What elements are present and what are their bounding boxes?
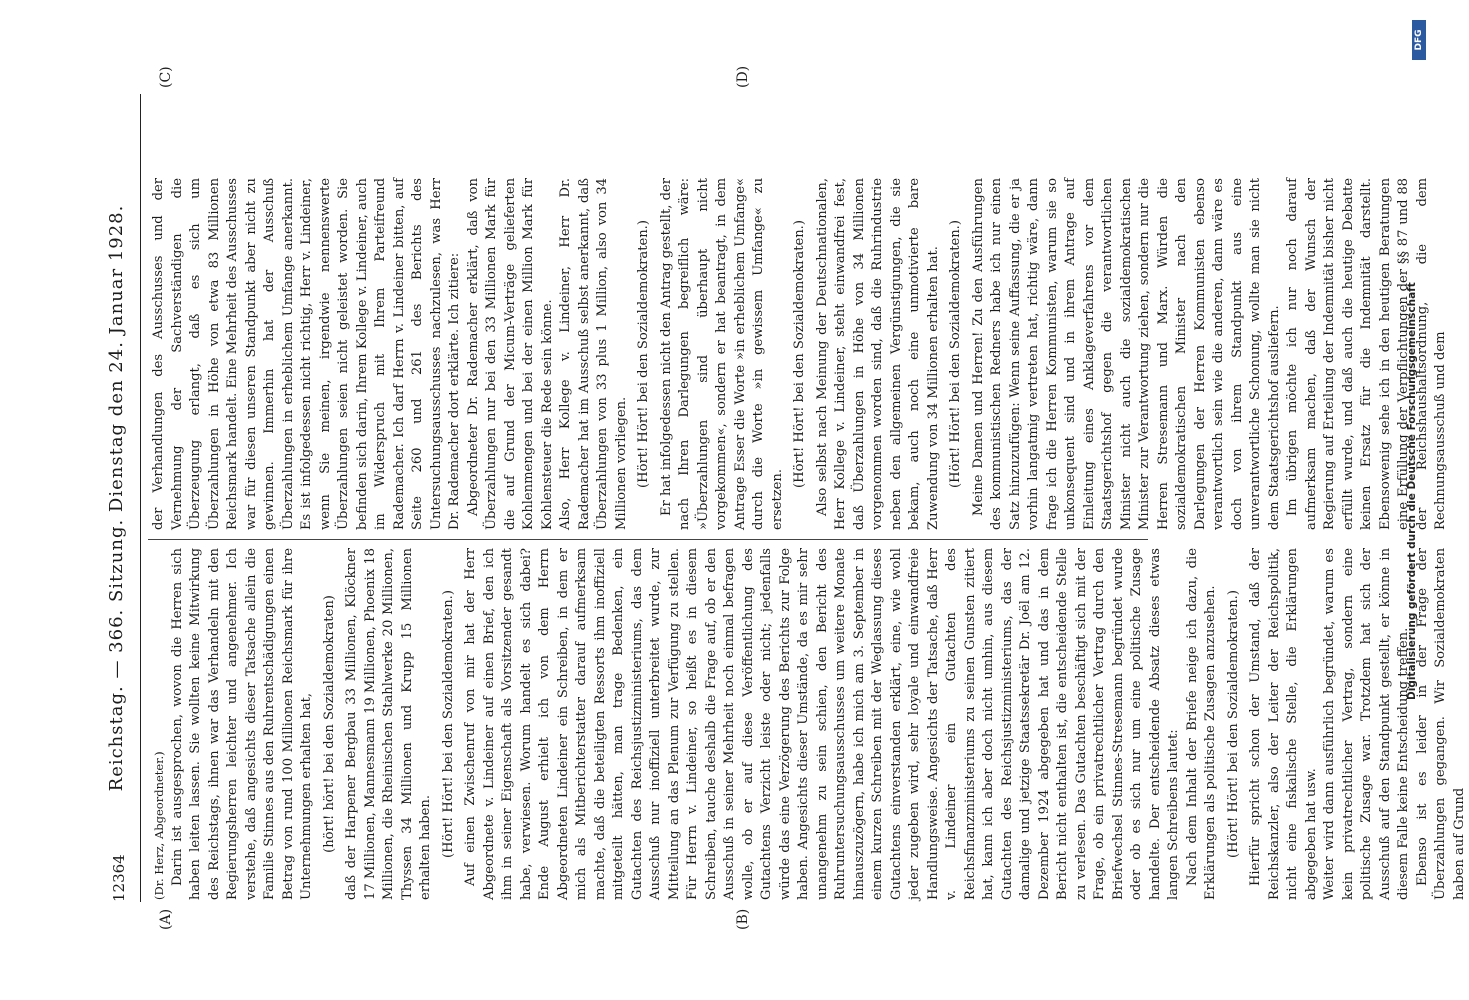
margin-marker-b: (B) xyxy=(735,908,751,930)
header-rule xyxy=(140,94,141,902)
interjection: (Hört! Hört! bei den Sozialdemokraten.) xyxy=(948,220,963,488)
paragraph: Meine Damen und Herren! Zu den Ausführungen des kommunistischen Redners habe ich nur einen Satz hinzuzufügen: Wenn seine Auffassung, die er ja vorhin langatmig vertreten hat, richtig wäre, dann frage ich die Herren Kommunisten, warum sie so unkonsequent sind und in ihrem Antrage auf Einleitung eines Anklageverfahrens vor dem Staatsgerichtshof gegen die verantwortlichen Minister nicht auch die sozialdemokratischen Minister zur Verantwortung ziehen, sondern nur die Herren Stresemann und Marx. Würden die sozialdemokratischen Minister nach den Darlegungen der Herren Kommunisten ebenso verantwortlich sein wie die anderen, dann wäre es doch von ihrem Standpunkt aus eine unverantwortliche Schonung, wollte man sie nicht dem Staatsgerichtshof ausliefern. xyxy=(970,178,1282,530)
interjection: (hört! hört! bei den Sozialdemokraten) xyxy=(321,595,337,853)
digitization-credit: Digitalisierung gefördert durch die Deutsche Forschungsgemeinschaft xyxy=(1406,282,1418,700)
paragraph: Also, Herr Kollege v. Lindeiner, Herr Dr. Rademacher hat im Ausschuß selbst anerkannt, daß Überzahlungen von 33 plus 1 Million, also von 34 Millionen vorliegen. xyxy=(558,178,629,530)
paragraph: daß der Harpener Bergbau 33 Millionen, Klöckner 17 Millionen, Mannesmann 19 Millionen, Phoenix 18 Millionen, die Rheinischen Stahlwerke 20 Millionen, Thyssen 34 Millionen und Krupp 15 Millionen erhalten haben. xyxy=(344,548,433,900)
page-header xyxy=(104,94,136,902)
interjection: (Hört! Hört! bei den Sozialdemokraten.) xyxy=(440,590,456,858)
paragraph: Ebenso ist es leider in der Frage der Überzahlungen gegangen. Wir Sozialdemokraten haben auf Grund xyxy=(1414,548,1467,900)
running-head: Reichstag. — 366. Sitzung. Dienstag den 24. Januar 1928. xyxy=(106,204,127,792)
column-divider xyxy=(148,539,1148,540)
quotation: Nach dem Inhalt der Briefe neige ich dazu, die Erklärungen als politische Zusagen anzusehen. xyxy=(1184,548,1218,900)
paragraph: Im übrigen möchte ich nur noch darauf aufmerksam machen, daß der Wunsch der Regierung auf Erteilung der Indemnität bisher nicht erfüllt wurde, und daß auch die heutige Debatte keinen Ersatz für die Indemnität darstellt. Ebensowenig sehe ich in den heutigen Beratungen eine Erfüllung der Verpflichtungen der §§ 87 und 88 der Reichshaushaltsordnung, die dem Rechnungsausschuß und dem xyxy=(1285,178,1448,530)
quotation: Abgeordneter Dr. Rademacher erklärt, daß von Überzahlungen nur bei den 33 Millionen Mark für die auf Grund der Micum-Verträge gelieferten Kohlenmengen und bei der einen Million Mark für Kohlensteuer die Rede sein könne. xyxy=(465,178,555,530)
paragraph: Darin ist ausgesprochen, wovon die Herren sich haben leiten lassen. Sie wollten keine Mitwirkung des Reichstags, ihnen war das Verhandeln mit den Regierungsherren leichter und angenehmer. Ich verstehe, daß angesichts dieser Tatsache allein die Familie Stinnes aus den Ruhrentschädigungen einen Betrag von rund 100 Millionen Reichsmark für ihre Unternehmungen erhalten hat, xyxy=(169,548,314,900)
interjection: (Hört! Hört! bei den Sozialdemokraten.) xyxy=(792,220,807,488)
paragraph: Also selbst nach Meinung der Deutschnationalen, Herr Kollege v. Lindeiner, steht einwandfrei fest, daß Überzahlungen in Höhe von 34 Millionen vorgenommen worden sind, daß die Ruhrindustrie neben den allgemeinen Vergünstigungen, die sie bekam, auch noch eine unmotivierte bare Zuwendung von 34 Millionen erhalten hat. xyxy=(814,178,941,530)
paragraph: Weiter wird dann ausführlich begründet, warum es kein privatrechtlicher Vertrag, sondern eine politische Zusage war. Trotzdem hat sich der Ausschuß auf den Standpunkt gestellt, er könne in diesem Falle keine Entscheidung treffen. xyxy=(1322,548,1411,900)
dfg-logo: DFG xyxy=(1412,20,1426,60)
page-number: 12364 xyxy=(110,854,128,902)
margin-marker-d: (D) xyxy=(735,65,751,88)
interjection: (Hört! Hört! bei den Sozialdemokraten.) xyxy=(636,220,651,488)
quotation: Hierfür spricht schon der Umstand, daß der Reichskanzler, also der Leiter der Reichspolitik, nicht eine fiskalische Stelle, die Erklärungen abgegeben hat usw. xyxy=(1248,548,1319,900)
paragraph: der Verhandlungen des Ausschusses und der Vernehmung der Sachverständigen die Überzeugung erlangt, daß es sich um Überzahlungen in Höhe von etwa 83 Millionen Reichsmark handelt. Eine Mehrheit des Ausschusses war für diesen unseren Standpunkt aber nicht zu gewinnen. Immerhin hat der Ausschuß Überzahlungen in erheblichem Umfange anerkannt. Es ist infolgedessen nicht richtig, Herr v. Lindeiner, wenn Sie meinen, irgendwie nennenswerte Überzahlungen seien nicht geleistet worden. Sie befinden sich darin, Ihrem Kollege v. Lindeiner, auch im Widerspruch mit Ihrem Parteifreund Rademacher. Ich darf Herrn v. Lindeiner bitten, auf Seite 260 und 261 des Berichts des Untersuchungsausschusses nachzulesen, was Herr Dr. Rademacher dort erklärte. Ich zitiere: xyxy=(151,178,462,530)
speaker-note: (Dr. Herz, Abgeordneter.) xyxy=(152,751,166,900)
margin-marker-c: (C) xyxy=(158,66,174,88)
paragraph: Auf einen Zwischenruf von mir hat der Herr Abgeordnete v. Lindeiner auf einen Brief, den ich ihm in seiner Eigenschaft als Vorsitzender gesandt habe, verwiesen. Worum handelt es sich dabei? Ende August erhielt ich von dem Herrn Abgeordneten Lindeiner ein Schreiben, in dem er mich als Mitberichterstatter darauf aufmerksam machte, daß die beteiligten Ressorts ihm inoffiziell mitgeteilt hätten, man trage Bedenken, ein Gutachten des Reichsjustizministeriums, das dem Ausschuß nur inoffiziell unterbreitet wurde, zur Mitteilung an das Plenum zur Verfügung zu stellen. Für Herrn v. Lindeiner, so heißt es in diesem Schreiben, tauche deshalb die Frage auf, ob er den Ausschuß in seiner Mehrheit noch einmal befragen wolle, ob er auf diese Veröffentlichung des Gutachtens Verzicht leiste oder nicht; jedenfalls würde das eine Verzögerung des Berichts zur Folge haben. Angesichts dieser Umstände, da es mir sehr unangenehm zu sein schien, den Bericht des Ruhruntersuchungsausschusses um weitere Monate hinauszuzögern, habe ich mich am 3. September in einem kurzen Schreiben mit der Weglassung dieses Gutachtens einverstanden erklärt, eine, wie wohl jeder zugeben wird, sehr loyale und einwandfreie Handlungsweise. Angesichts der Tatsache, daß Herr v. Lindeiner ein Gutachten des Reichsfinanzministeriums zu seinen Gunsten zitiert hat, kann ich aber doch nicht umhin, aus diesem Gutachten des Reichsjustizministeriums, das der damalige und jetzige Staatssekretär Dr. Joël am 12. Dezember 1924 abgegeben hat und das in dem Bericht nicht enthalten ist, die entscheidende Stelle zu verlesen. Das Gutachten beschäftigt sich mit der Frage, ob ein privatrechtlicher Vertrag durch den Briefwechsel Stinnes-Stresemann begründet wurde oder ob es sich nur um eine politische Zusage handelte. Der entscheidende Absatz dieses etwas langen Schreibens lautet: xyxy=(463,548,1181,900)
interjection: (Hört! Hört! bei den Sozialdemokraten.) xyxy=(1225,590,1241,858)
paragraph: Er hat infolgedessen nicht den Antrag gestellt, der nach Ihren Darlegungen begreiflich wäre: »Überzahlungen sind überhaupt nicht vorgekommen«, sondern er hat beantragt, in dem Antrage Esser die Worte »in erheblichem Umfange« durch die Worte »in gewissem Umfange« zu ersetzen. xyxy=(658,178,785,530)
margin-marker-a: (A) xyxy=(158,908,174,930)
text-column-left xyxy=(150,548,1467,900)
